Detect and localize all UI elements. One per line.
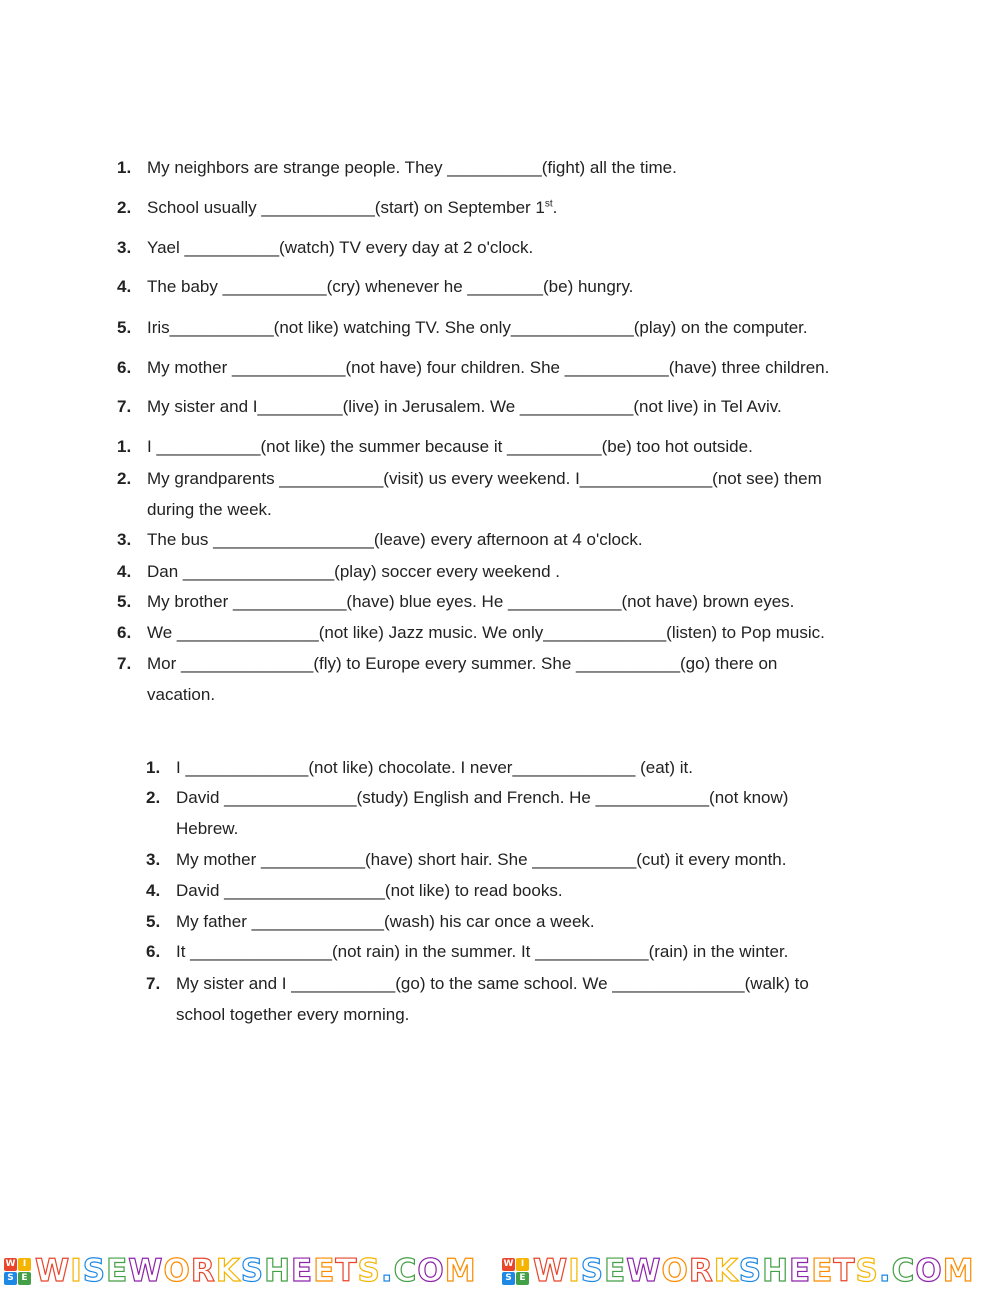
question-text: We _______________(not like) Jazz music. We only_____________(listen) to Pop music.	[147, 623, 825, 642]
question-number: 6.	[117, 623, 132, 642]
question-text: David ______________(study) English and French. He ____________(not know)	[176, 788, 789, 807]
wise-logo-icon: W I S E	[4, 1258, 31, 1285]
question-number: 7.	[146, 974, 161, 993]
question-text: Dan ________________(play) soccer every weekend .	[147, 562, 560, 581]
question-number: 3.	[117, 238, 132, 257]
question-text: My mother ____________(not have) four children. She ___________(have) three children.	[147, 358, 830, 377]
question-text: My neighbors are strange people. They __________(fight) all the time.	[147, 158, 677, 177]
question-text: My sister and I ___________(go) to the same school. We ______________(walk) to	[176, 974, 809, 993]
question-text: My sister and I_________(live) in Jerusalem. We ____________(not live) in Tel Aviv.	[147, 397, 782, 416]
question-text: The bus _________________(leave) every afternoon at 4 o'clock.	[147, 530, 643, 549]
question-text: My father ______________(wash) his car once a week.	[176, 912, 595, 931]
question-number: 5.	[117, 592, 132, 611]
question-text-continued: vacation.	[147, 685, 216, 704]
watermark	[4, 1254, 477, 1288]
ordinal-suffix: st	[544, 198, 553, 210]
question-number: 2.	[146, 788, 161, 807]
question-number: 1.	[117, 437, 132, 456]
question-text: The baby ___________(cry) whenever he ________(be) hungry.	[147, 277, 634, 296]
watermark	[502, 1254, 975, 1288]
question-text-continued: during the week.	[147, 500, 272, 519]
question-text: School usually ____________(start) on September 1	[147, 198, 545, 217]
question-number: 7.	[117, 654, 132, 673]
question-text: My grandparents ___________(visit) us every weekend. I______________(not see) them	[147, 469, 822, 488]
question-text: My brother ____________(have) blue eyes. He ____________(not have) brown eyes.	[147, 592, 795, 611]
question-number: 2.	[117, 198, 132, 217]
wise-logo-icon: W I S E	[502, 1258, 529, 1285]
question-number: 5.	[117, 318, 132, 337]
question-number: 3.	[117, 530, 132, 549]
question-number: 1.	[117, 158, 132, 177]
question-text: It _______________(not rain) in the summer. It ____________(rain) in the winter.	[176, 942, 789, 961]
question-number: 2.	[117, 469, 132, 488]
question-number: 3.	[146, 850, 161, 869]
question-text: I ___________(not like) the summer because it __________(be) too hot outside.	[147, 437, 753, 456]
question-text: Mor ______________(fly) to Europe every summer. She ___________(go) there on	[147, 654, 778, 673]
question-text: My mother ___________(have) short hair. She ___________(cut) it every month.	[176, 850, 787, 869]
watermark-text: WISEWORKSHEETS.COM	[35, 1253, 477, 1289]
question-number: 5.	[146, 912, 161, 931]
question-number: 4.	[117, 277, 132, 296]
question-text-continued: Hebrew.	[176, 819, 239, 838]
question-text-continued: school together every morning.	[176, 1005, 410, 1024]
question-number: 4.	[117, 562, 132, 581]
watermark-text: WISEWORKSHEETS.COM	[533, 1253, 975, 1289]
question-text: I _____________(not like) chocolate. I never_____________ (eat) it.	[176, 758, 693, 777]
question-number: 6.	[117, 358, 132, 377]
question-text-end: .	[552, 198, 558, 217]
question-number: 1.	[146, 758, 161, 777]
question-text: Yael __________(watch) TV every day at 2 o'clock.	[147, 238, 534, 257]
question-number: 6.	[146, 942, 161, 961]
question-text: David _________________(not like) to read books.	[176, 881, 563, 900]
watermark-footer	[0, 1254, 1000, 1288]
question-text: Iris___________(not like) watching TV. She only_____________(play) on the computer.	[147, 318, 808, 337]
question-number: 7.	[117, 397, 132, 416]
question-number: 4.	[146, 881, 161, 900]
